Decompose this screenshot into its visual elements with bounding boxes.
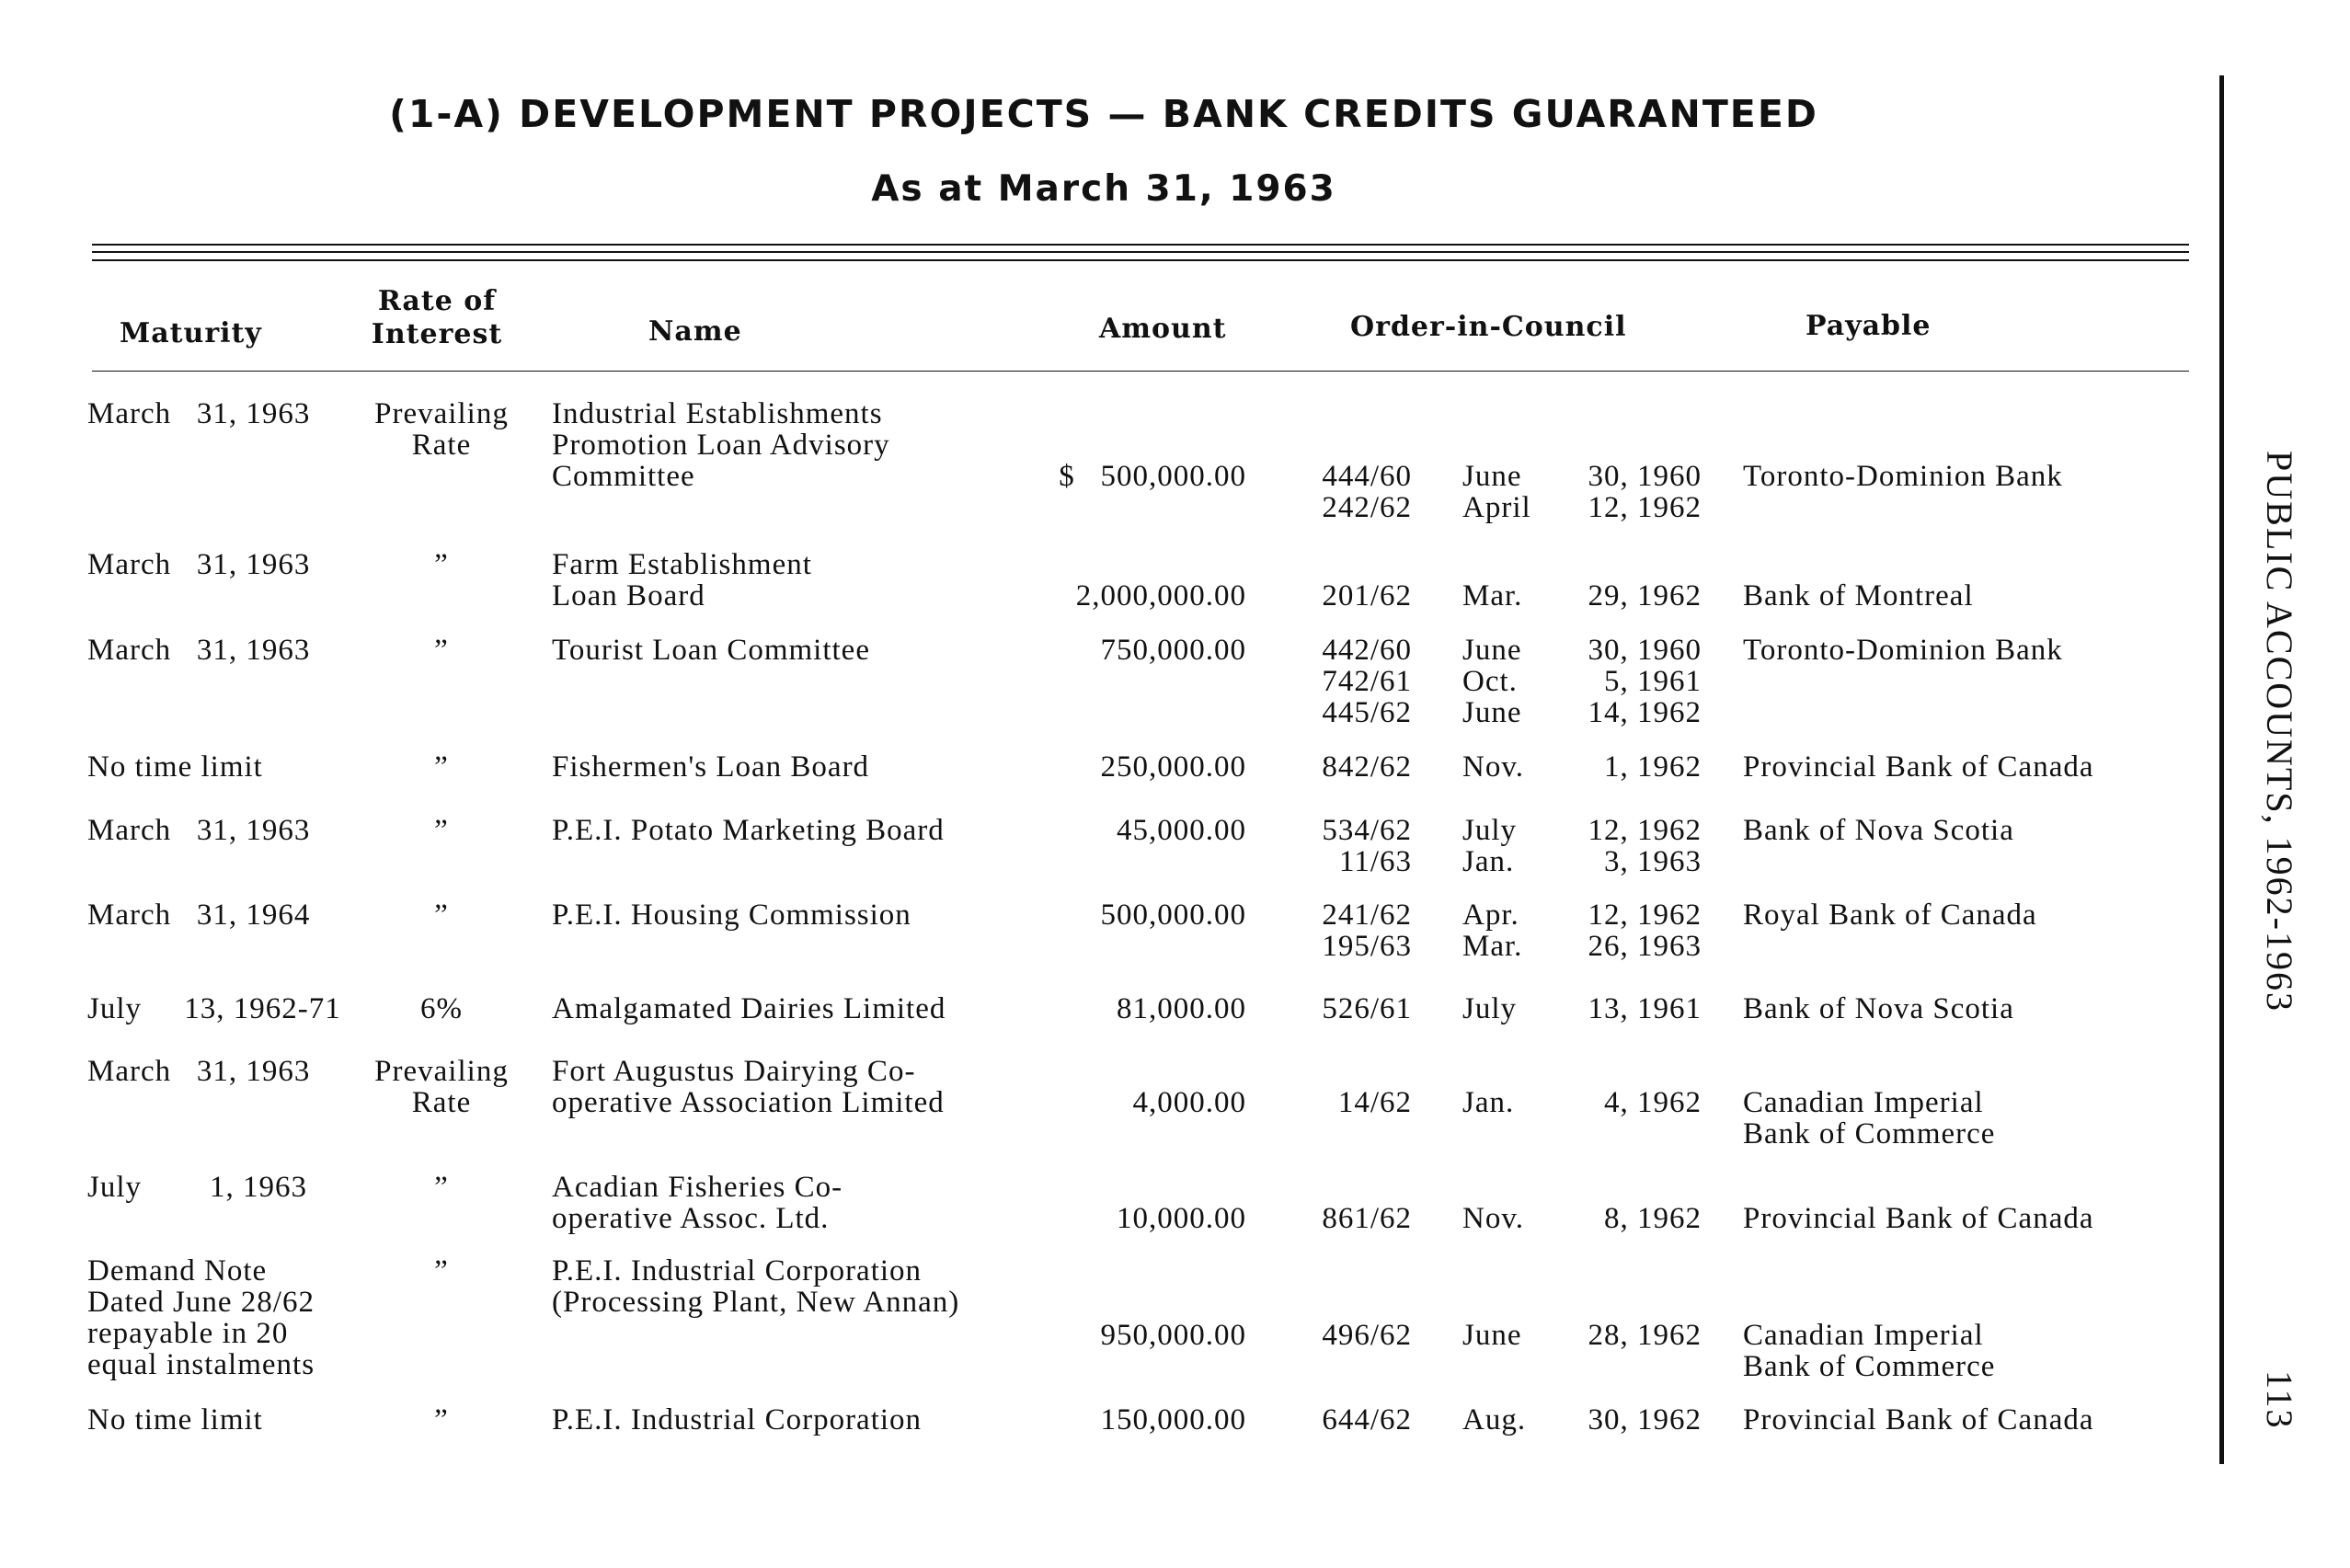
page-edge-rule	[2219, 75, 2224, 1464]
cell-rate: ”	[434, 1254, 449, 1288]
header-name: Name	[648, 315, 742, 348]
cell-name: P.E.I. Industrial Corporation (Processing Plant, New Annan)	[552, 1254, 960, 1319]
side-running-head	[2242, 451, 2316, 1462]
cell-maturity: No time limit	[87, 1403, 263, 1436]
cell-oic-day: 12, 1962 26, 1963	[1588, 898, 1702, 963]
cell-payable: Canadian Imperial Bank of Commerce	[1743, 1319, 1996, 1383]
header-amount: Amount	[1099, 313, 1227, 345]
cell-oic-no: 526/61	[1322, 992, 1412, 1025]
cell-name: P.E.I. Industrial Corporation	[552, 1403, 923, 1436]
cell-oic-day: 1, 1962	[1604, 750, 1702, 784]
cell-oic-no: 534/62 11/63	[1322, 814, 1412, 878]
cell-oic-no: 241/62 195/63	[1322, 898, 1412, 963]
cell-payable: Bank of Montreal	[1743, 579, 1974, 612]
cell-payable: Toronto-Dominion Bank	[1743, 460, 2063, 493]
cell-payable: Provincial Bank of Canada	[1743, 750, 2094, 784]
cell-oic-day: 12, 1962 3, 1963	[1588, 814, 1702, 878]
cell-payable: Bank of Nova Scotia	[1743, 814, 2014, 847]
top-rule	[92, 244, 2189, 246]
cell-oic-day: 8, 1962	[1604, 1202, 1702, 1235]
cell-name: P.E.I. Housing Commission	[552, 898, 911, 932]
cell-oic-day: 4, 1962	[1604, 1086, 1702, 1119]
cell-name: P.E.I. Potato Marketing Board	[552, 814, 945, 847]
cell-rate: ”	[434, 548, 449, 581]
cell-maturity: July 13, 1962-71	[87, 992, 341, 1025]
cell-name: Fort Augustus Dairying Co- operative Association Limited	[552, 1055, 945, 1119]
cell-oic-mon: Nov.	[1462, 750, 1524, 784]
cell-oic-no: 442/60 742/61 445/62	[1322, 634, 1412, 729]
cell-amount: 2,000,000.00	[1075, 579, 1246, 612]
cell-oic-mon: July	[1462, 992, 1518, 1025]
cell-oic-day: 28, 1962	[1588, 1319, 1702, 1352]
cell-amount: 81,000.00	[1117, 992, 1246, 1025]
cell-payable: Royal Bank of Canada	[1743, 898, 2037, 932]
cell-payable: Bank of Nova Scotia	[1743, 992, 2014, 1025]
cell-rate: 6%	[420, 992, 463, 1025]
cell-oic-mon: July Jan.	[1462, 814, 1518, 878]
top-rule	[92, 251, 2189, 253]
cell-oic-no: 496/62	[1322, 1319, 1412, 1352]
cell-maturity: March 31, 1963	[87, 548, 311, 581]
cell-maturity: March 31, 1963	[87, 397, 311, 430]
cell-maturity: July 1, 1963	[87, 1171, 308, 1204]
cell-oic-mon: Nov.	[1462, 1202, 1524, 1235]
cell-oic-day: 30, 1960 12, 1962	[1588, 460, 1702, 524]
cell-oic-mon: June April	[1462, 460, 1531, 524]
cell-oic-no: 644/62	[1322, 1403, 1412, 1436]
cell-rate: ”	[434, 634, 449, 667]
cell-oic-day: 30, 1960 5, 1961 14, 1962	[1588, 634, 1702, 729]
top-rule	[92, 259, 2189, 261]
cell-rate: ”	[434, 750, 449, 784]
cell-name: Acadian Fisheries Co- operative Assoc. Ltd.	[552, 1171, 843, 1235]
cell-name: Farm Establishment Loan Board	[552, 548, 812, 612]
cell-name: Industrial Establishments Promotion Loan Advisory Committee	[552, 397, 890, 493]
cell-oic-mon: Mar.	[1462, 579, 1523, 612]
cell-oic-mon: Apr. Mar.	[1462, 898, 1523, 963]
cell-oic-no: 201/62	[1322, 579, 1412, 612]
cell-rate: Prevailing Rate	[374, 1055, 509, 1119]
cell-oic-day: 29, 1962	[1588, 579, 1702, 612]
cell-oic-day: 13, 1961	[1588, 992, 1702, 1025]
cell-amount: 250,000.00	[1100, 750, 1246, 784]
cell-amount: 10,000.00	[1117, 1202, 1246, 1235]
cell-amount: 750,000.00	[1100, 634, 1246, 667]
cell-oic-no: 842/62	[1322, 750, 1412, 784]
cell-oic-no: 14/62	[1337, 1086, 1412, 1119]
cell-rate: ”	[434, 1403, 449, 1436]
header-payable: Payable	[1805, 310, 1932, 342]
cell-amount: 950,000.00	[1100, 1319, 1246, 1352]
cell-payable: Provincial Bank of Canada	[1743, 1202, 2094, 1235]
cell-maturity: March 31, 1963	[87, 814, 311, 847]
cell-name: Fishermen's Loan Board	[552, 750, 870, 784]
cell-payable: Canadian Imperial Bank of Commerce	[1743, 1086, 1996, 1150]
cell-amount: 45,000.00	[1117, 814, 1246, 847]
cell-oic-no: 444/60 242/62	[1322, 460, 1412, 524]
page-number: 113	[2259, 1370, 2300, 1430]
cell-payable: Toronto-Dominion Bank	[1743, 634, 2063, 667]
cell-maturity: No time limit	[87, 750, 263, 784]
cell-oic-mon: June	[1462, 1319, 1522, 1352]
page-subtitle: As at March 31, 1963	[871, 168, 1336, 210]
cell-oic-mon: June Oct. June	[1462, 634, 1522, 729]
cell-oic-mon: Jan.	[1462, 1086, 1515, 1119]
page-title: (1-A) DEVELOPMENT PROJECTS — BANK CREDITS GUARANTEED	[389, 92, 1818, 136]
cell-maturity: March 31, 1964	[87, 898, 311, 932]
cell-name: Tourist Loan Committee	[552, 634, 870, 667]
cell-maturity: March 31, 1963	[87, 634, 311, 667]
cell-oic-no: 861/62	[1322, 1202, 1412, 1235]
header-order-in-council: Order-in-Council	[1350, 311, 1627, 343]
cell-amount: 500,000.00	[1100, 898, 1246, 932]
cell-rate: ”	[434, 1171, 449, 1204]
cell-rate: ”	[434, 898, 449, 932]
cell-payable: Provincial Bank of Canada	[1743, 1403, 2094, 1436]
header-maturity: Maturity	[120, 317, 262, 349]
cell-amount: $ 500,000.00	[1059, 460, 1246, 493]
cell-amount: 150,000.00	[1100, 1403, 1246, 1436]
cell-maturity: March 31, 1963	[87, 1055, 311, 1088]
cell-oic-day: 30, 1962	[1588, 1403, 1702, 1436]
cell-rate: Prevailing Rate	[374, 397, 509, 462]
cell-maturity: Demand Note Dated June 28/62 repayable in 20 equal instalments	[87, 1254, 315, 1381]
running-head-text: PUBLIC ACCOUNTS, 1962-1963	[2259, 451, 2300, 1013]
cell-rate: ”	[434, 814, 449, 847]
header-rate: Rate of Interest	[371, 285, 503, 350]
header-rule	[92, 371, 2189, 372]
cell-amount: 4,000.00	[1132, 1086, 1246, 1119]
cell-oic-mon: Aug.	[1462, 1403, 1527, 1436]
cell-name: Amalgamated Dairies Limited	[552, 992, 946, 1025]
